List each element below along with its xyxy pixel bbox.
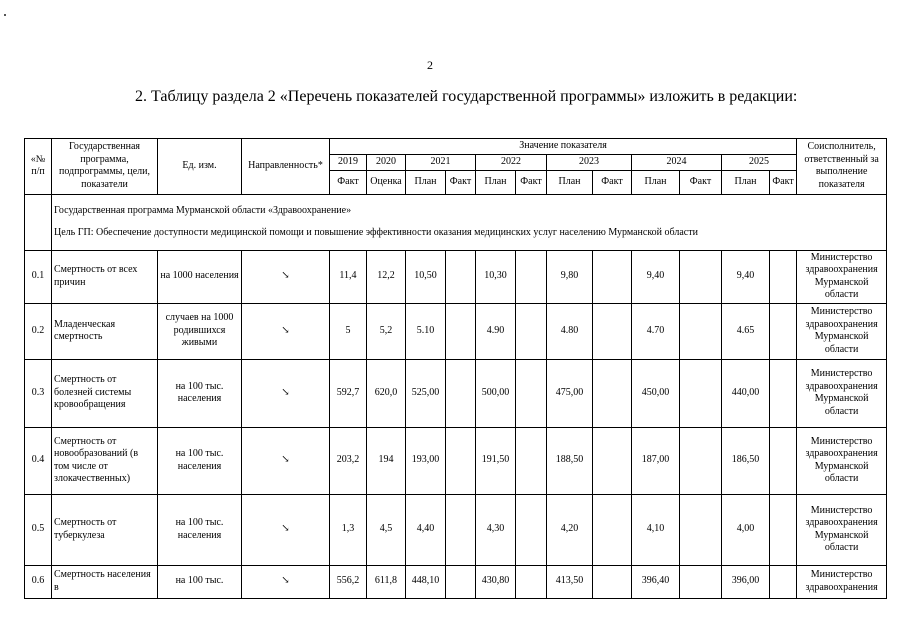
row-unit: на 100 тыс. населения	[158, 494, 242, 565]
section-heading: 2. Таблицу раздела 2 «Перечень показателей государственной программы» изложить в редакции:	[135, 88, 798, 105]
value-2024-plan: 187,00	[632, 427, 680, 494]
value-2021-fact	[446, 427, 476, 494]
value-2023-fact	[593, 359, 632, 427]
value-2024-plan: 396,40	[632, 565, 680, 598]
value-2022-fact	[516, 250, 547, 303]
value-2021-plan: 193,00	[406, 427, 446, 494]
table-row	[25, 250, 887, 303]
value-2021-plan: 10,50	[406, 250, 446, 303]
value-2021-plan: 4,40	[406, 494, 446, 565]
value-2020-estimate: 5,2	[367, 303, 406, 359]
value-2021-fact	[446, 359, 476, 427]
value-2021-fact	[446, 494, 476, 565]
value-2019-fact: 556,2	[330, 565, 367, 598]
value-2020-estimate: 4,5	[367, 494, 406, 565]
value-2023-plan: 475,00	[547, 359, 593, 427]
row-unit: на 100 тыс. населения	[158, 427, 242, 494]
row-name: Младенческая смертность	[52, 303, 158, 359]
value-2025-plan: 396,00	[722, 565, 770, 598]
sub-plan-2024: План	[632, 170, 680, 194]
program-title: Государственная программа Мурманской области «Здравоохранение»	[54, 205, 352, 216]
value-2023-fact	[593, 303, 632, 359]
value-2021-fact	[446, 565, 476, 598]
row-num: 0.5	[25, 494, 52, 565]
value-2021-fact	[446, 303, 476, 359]
year-2023: 2023	[547, 154, 632, 170]
row-name: Смертность от новообразований (в том числе от злокачественных)	[52, 427, 158, 494]
row-num: 0.1	[25, 250, 52, 303]
value-2022-plan: 10,30	[476, 250, 516, 303]
col-header-num: «№ п/п	[25, 139, 52, 195]
table-row	[25, 303, 887, 359]
value-2024-fact	[680, 565, 722, 598]
value-2021-plan: 525,00	[406, 359, 446, 427]
sub-fact-2025: Факт	[770, 170, 797, 194]
value-2025-fact	[770, 250, 797, 303]
value-2025-plan: 9,40	[722, 250, 770, 303]
row-name: Смертность от всех причин	[52, 250, 158, 303]
direction-arrow-icon: ↘	[242, 427, 330, 494]
row-unit: на 1000 населения	[158, 250, 242, 303]
row-executor: Министерство здравоохранения Мурманской области	[797, 250, 887, 303]
value-2025-fact	[770, 303, 797, 359]
indicators-table	[24, 138, 887, 599]
year-2024: 2024	[632, 154, 722, 170]
col-header-executor: Соисполнитель, ответственный за выполнение показателя	[797, 139, 887, 195]
row-executor: Министерство здравоохранения Мурманской области	[797, 494, 887, 565]
value-2023-plan: 4,20	[547, 494, 593, 565]
direction-arrow-icon: ↘	[242, 250, 330, 303]
direction-arrow-icon: ↘	[242, 494, 330, 565]
value-2022-plan: 4.90	[476, 303, 516, 359]
value-2025-plan: 4.65	[722, 303, 770, 359]
row-num: 0.3	[25, 359, 52, 427]
value-2019-fact: 203,2	[330, 427, 367, 494]
sub-fact-2022: Факт	[516, 170, 547, 194]
row-unit: на 100 тыс. населения	[158, 359, 242, 427]
value-2021-plan: 448,10	[406, 565, 446, 598]
value-2023-plan: 413,50	[547, 565, 593, 598]
row-num: 0.6	[25, 565, 52, 598]
value-2025-plan: 4,00	[722, 494, 770, 565]
value-2024-fact	[680, 427, 722, 494]
value-2022-fact	[516, 494, 547, 565]
sub-plan-2023: План	[547, 170, 593, 194]
value-2023-fact	[593, 494, 632, 565]
program-goal: Цель ГП: Обеспечение доступности медицинской помощи и повышение эффективности оказания медицинских услуг населению Мурманской области	[54, 226, 698, 238]
row-executor: Министерство здравоохранения Мурманской области	[797, 427, 887, 494]
sub-fact-2024: Факт	[680, 170, 722, 194]
value-2025-fact	[770, 427, 797, 494]
sub-fact-2023: Факт	[593, 170, 632, 194]
value-2022-fact	[516, 427, 547, 494]
sub-estimate-2020: Оценка	[367, 170, 406, 194]
row-num: 0.2	[25, 303, 52, 359]
sub-fact-2021: Факт	[446, 170, 476, 194]
sub-plan-2022: План	[476, 170, 516, 194]
value-2021-plan: 5.10	[406, 303, 446, 359]
value-2024-plan: 4.70	[632, 303, 680, 359]
value-2023-fact	[593, 427, 632, 494]
value-2022-plan: 500,00	[476, 359, 516, 427]
value-2024-fact	[680, 250, 722, 303]
value-2023-fact	[593, 250, 632, 303]
table-row	[25, 427, 887, 494]
value-2022-plan: 430,80	[476, 565, 516, 598]
table-row	[25, 494, 887, 565]
program-cell	[52, 194, 887, 250]
value-2020-estimate: 620,0	[367, 359, 406, 427]
row-unit: на 100 тыс.	[158, 565, 242, 598]
direction-arrow-icon: ↘	[242, 359, 330, 427]
value-2024-fact	[680, 494, 722, 565]
value-2022-fact	[516, 565, 547, 598]
value-2025-plan: 440,00	[722, 359, 770, 427]
year-2019: 2019	[330, 154, 367, 170]
row-executor: Министерство здравоохранения	[797, 565, 887, 598]
sub-plan-2021: План	[406, 170, 446, 194]
sub-plan-2025: План	[722, 170, 770, 194]
value-2024-plan: 4,10	[632, 494, 680, 565]
value-2023-fact	[593, 565, 632, 598]
col-header-value-group: Значение показателя	[330, 139, 797, 155]
year-2020: 2020	[367, 154, 406, 170]
page-number: 2	[427, 58, 433, 72]
value-2022-fact	[516, 359, 547, 427]
table-row	[25, 565, 887, 598]
row-name: Смертность от туберкулеза	[52, 494, 158, 565]
value-2025-fact	[770, 359, 797, 427]
value-2024-plan: 9,40	[632, 250, 680, 303]
col-header-unit: Ед. изм.	[158, 139, 242, 195]
value-2022-plan: 191,50	[476, 427, 516, 494]
value-2019-fact: 11,4	[330, 250, 367, 303]
value-2019-fact: 1,3	[330, 494, 367, 565]
value-2025-plan: 186,50	[722, 427, 770, 494]
year-2025: 2025	[722, 154, 797, 170]
direction-arrow-icon: ↘	[242, 565, 330, 598]
scan-speck	[4, 14, 6, 16]
value-2025-fact	[770, 494, 797, 565]
program-num-cell	[25, 194, 52, 250]
year-2022: 2022	[476, 154, 547, 170]
row-num: 0.4	[25, 427, 52, 494]
value-2021-fact	[446, 250, 476, 303]
value-2022-plan: 4,30	[476, 494, 516, 565]
value-2019-fact: 592,7	[330, 359, 367, 427]
row-executor: Министерство здравоохранения Мурманской области	[797, 359, 887, 427]
value-2024-plan: 450,00	[632, 359, 680, 427]
table-row	[25, 359, 887, 427]
value-2023-plan: 188,50	[547, 427, 593, 494]
value-2023-plan: 4.80	[547, 303, 593, 359]
col-header-name: Государственная программа, подпрограммы, цели, показатели	[52, 139, 158, 195]
direction-arrow-icon: ↘	[242, 303, 330, 359]
row-executor: Министерство здравоохранения Мурманской области	[797, 303, 887, 359]
row-unit: случаев на 1000 родившихся живыми	[158, 303, 242, 359]
col-header-direction: Направленность*	[242, 139, 330, 195]
row-name: Смертность населения в	[52, 565, 158, 598]
value-2022-fact	[516, 303, 547, 359]
value-2020-estimate: 194	[367, 427, 406, 494]
value-2023-plan: 9,80	[547, 250, 593, 303]
value-2019-fact: 5	[330, 303, 367, 359]
sub-fact-2019: Факт	[330, 170, 367, 194]
year-2021: 2021	[406, 154, 476, 170]
value-2020-estimate: 611,8	[367, 565, 406, 598]
row-name: Смертность от болезней системы кровообращения	[52, 359, 158, 427]
value-2020-estimate: 12,2	[367, 250, 406, 303]
value-2024-fact	[680, 303, 722, 359]
value-2024-fact	[680, 359, 722, 427]
value-2025-fact	[770, 565, 797, 598]
